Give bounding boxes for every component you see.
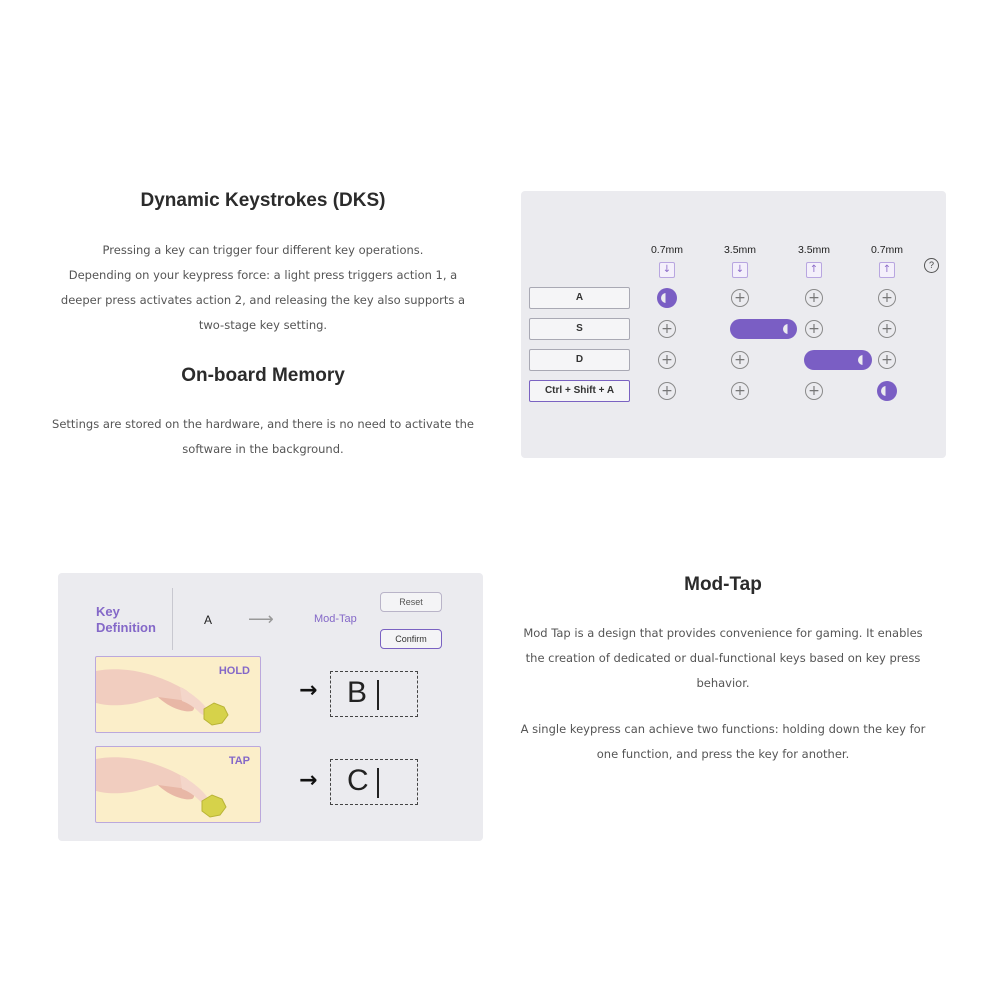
key-definition-label-line: Definition: [96, 620, 156, 635]
dks-panel: [521, 191, 946, 458]
add-action-icon[interactable]: +: [805, 289, 823, 307]
add-action-icon[interactable]: +: [878, 351, 896, 369]
column-travel-label: 0.7mm: [650, 244, 684, 256]
modtap-description-1: [505, 621, 941, 696]
arrow-up-icon: ↑: [806, 262, 822, 278]
key-binding-s[interactable]: S: [529, 318, 630, 340]
modtap-panel: [58, 573, 483, 841]
key-binding-d[interactable]: D: [529, 349, 630, 371]
hold-illustration: [95, 656, 261, 733]
add-action-icon[interactable]: +: [658, 351, 676, 369]
memory-description-line: software in the background.: [182, 442, 344, 456]
tap-output-box: [330, 759, 418, 805]
memory-description: [30, 412, 496, 462]
arrow-right-icon: →: [299, 768, 318, 793]
column-travel-label: 0.7mm: [870, 244, 904, 256]
column-travel-label: 3.5mm: [797, 244, 831, 256]
divider: [172, 588, 173, 650]
hold-label: HOLD: [218, 665, 250, 677]
arrow-up-icon: ↑: [879, 262, 895, 278]
dks-description-line: deeper press activates action 2, and releasing the key also supports a: [60, 293, 466, 307]
tap-label: TAP: [228, 755, 250, 767]
text-cursor: [377, 680, 379, 710]
key-definition-label: [96, 604, 156, 636]
action-toggle-active[interactable]: [877, 381, 897, 401]
dks-description-line: Depending on your keypress force: a light press triggers action 1, a: [68, 268, 458, 282]
add-action-icon[interactable]: +: [878, 320, 896, 338]
modtap-description-line: one function, and press the key for another.: [596, 747, 850, 761]
modtap-description-2: [505, 717, 941, 767]
tap-illustration: [95, 746, 261, 823]
arrow-right-icon: →: [299, 678, 318, 703]
modtap-description-line: the creation of dedicated or dual-functional keys based on key press: [525, 651, 921, 665]
add-action-icon[interactable]: +: [731, 382, 749, 400]
add-action-icon[interactable]: +: [658, 382, 676, 400]
source-key: A: [204, 613, 213, 627]
dks-title: Dynamic Keystrokes (DKS): [140, 190, 386, 211]
add-action-icon[interactable]: +: [805, 382, 823, 400]
add-action-icon[interactable]: +: [731, 351, 749, 369]
text-cursor: [377, 768, 379, 798]
hold-output-box: [330, 671, 418, 717]
arrow-right-icon: ⟶: [248, 609, 274, 630]
add-action-icon[interactable]: +: [731, 289, 749, 307]
modtap-description-line: Mod Tap is a design that provides convenience for gaming. It enables: [523, 626, 923, 640]
mode-label: Mod-Tap: [314, 613, 357, 625]
action-toggle-active[interactable]: [657, 288, 677, 308]
modtap-title: Mod-Tap: [684, 574, 762, 595]
action-range-bar[interactable]: [730, 319, 797, 339]
key-definition-label-line: Key: [96, 604, 120, 619]
dks-description-line: two-stage key setting.: [198, 318, 328, 332]
help-icon[interactable]: ?: [924, 258, 939, 273]
dks-description: [40, 238, 486, 338]
key-binding-a[interactable]: A: [529, 287, 630, 309]
modtap-description-line: A single keypress can achieve two functions: holding down the key for: [520, 722, 926, 736]
add-action-icon[interactable]: +: [805, 320, 823, 338]
confirm-button[interactable]: Confirm: [380, 629, 442, 649]
column-travel-label: 3.5mm: [723, 244, 757, 256]
add-action-icon[interactable]: +: [878, 289, 896, 307]
action-range-bar[interactable]: [804, 350, 872, 370]
add-action-icon[interactable]: +: [658, 320, 676, 338]
hold-output-key: B: [347, 676, 368, 709]
dks-description-line: Pressing a key can trigger four different key operations.: [102, 243, 424, 257]
memory-title: On-board Memory: [181, 365, 345, 386]
key-binding-ctrl-shift-a[interactable]: Ctrl + Shift + A: [529, 380, 630, 402]
arrow-down-icon: ↓: [732, 262, 748, 278]
arrow-down-icon: ↓: [659, 262, 675, 278]
tap-output-key: C: [347, 764, 369, 797]
memory-description-line: Settings are stored on the hardware, and there is no need to activate the: [52, 417, 474, 431]
modtap-description-line: behavior.: [696, 676, 750, 690]
reset-button[interactable]: Reset: [380, 592, 442, 612]
